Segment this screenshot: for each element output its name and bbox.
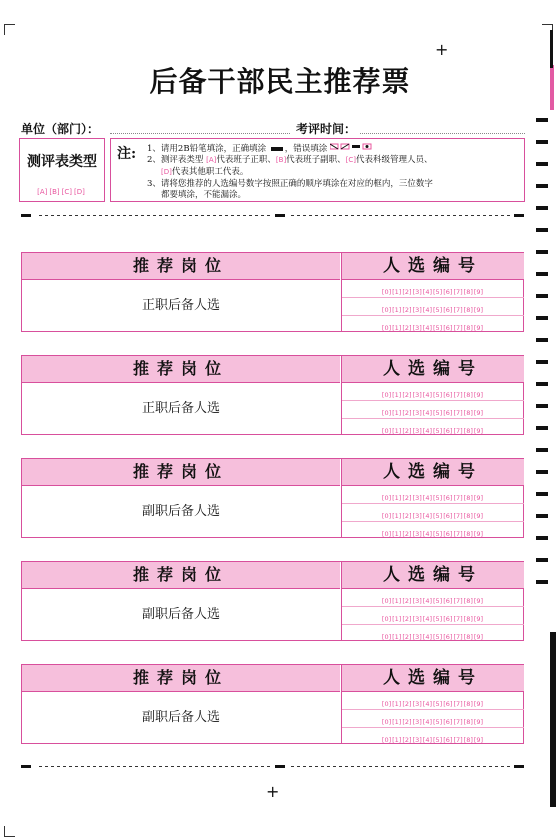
timing-mark xyxy=(536,140,548,144)
digit-bubble[interactable]: [2] xyxy=(402,736,412,744)
digit-bubble[interactable]: [5] xyxy=(433,288,443,296)
digit-bubble[interactable]: [9] xyxy=(473,427,484,435)
top-separator xyxy=(21,214,524,217)
digit-bubble[interactable]: [5] xyxy=(433,633,443,641)
digit-bubble[interactable]: [9] xyxy=(473,409,484,417)
recommendation-block xyxy=(21,664,524,744)
digit-bubble[interactable]: [6] xyxy=(443,615,453,623)
position-label: 正职后备人选 xyxy=(141,298,220,313)
digit-bubble[interactable]: [0] xyxy=(381,633,392,641)
digit-bubble[interactable]: [6] xyxy=(443,530,453,538)
digit-bubble[interactable]: [2] xyxy=(402,718,412,726)
edge-black-bar-bottom xyxy=(550,632,556,807)
digit-bubble[interactable]: [4] xyxy=(422,700,432,708)
digit-bubble[interactable]: [7] xyxy=(453,718,463,726)
digit-row xyxy=(342,692,524,710)
eval-time-field[interactable] xyxy=(360,121,525,134)
digit-bubble[interactable]: [9] xyxy=(473,700,484,708)
digit-bubble[interactable]: [6] xyxy=(443,391,453,399)
digit-bubble[interactable]: [6] xyxy=(443,718,453,726)
digit-bubble[interactable]: [3] xyxy=(412,718,422,726)
digit-row xyxy=(342,607,524,625)
digit-bubble[interactable]: [6] xyxy=(443,324,453,332)
digit-bubble[interactable]: [8] xyxy=(463,288,473,296)
digit-row xyxy=(342,522,524,539)
registration-plus-top: + xyxy=(435,40,449,59)
timing-mark xyxy=(536,206,548,210)
digit-bubble[interactable]: [0] xyxy=(381,736,392,744)
form-type-option-c[interactable]: [C] xyxy=(61,188,73,196)
digit-bubble[interactable]: [9] xyxy=(473,597,484,605)
digit-bubble[interactable]: [3] xyxy=(412,633,422,641)
timing-mark xyxy=(536,118,548,122)
timing-mark xyxy=(536,536,548,540)
digit-bubble[interactable]: [3] xyxy=(412,530,422,538)
digit-bubble[interactable]: [8] xyxy=(463,633,473,641)
digit-bubble[interactable]: [3] xyxy=(412,597,422,605)
digit-bubble[interactable]: [2] xyxy=(402,427,412,435)
digit-bubble[interactable]: [9] xyxy=(473,324,484,332)
digit-bubble[interactable]: [0] xyxy=(381,718,392,726)
option-d-sample: [D] xyxy=(161,168,172,176)
digit-bubble[interactable]: [8] xyxy=(463,615,473,623)
digit-bubble[interactable]: [8] xyxy=(463,718,473,726)
digit-bubble[interactable]: [1] xyxy=(392,288,402,296)
instruction-1-text-b: ，错误填涂 xyxy=(284,144,328,154)
edge-pink-bar xyxy=(550,65,554,110)
digit-bubble[interactable]: [7] xyxy=(453,427,463,435)
digit-bubble[interactable]: [3] xyxy=(412,409,422,417)
digit-row xyxy=(342,710,524,728)
bottom-separator xyxy=(21,765,524,768)
digit-bubble[interactable]: [0] xyxy=(381,597,392,605)
recommendation-block xyxy=(21,355,524,435)
header-recommended-position: 推荐岗位 xyxy=(22,459,340,486)
digit-row xyxy=(342,316,524,333)
digit-bubble[interactable]: [3] xyxy=(412,615,422,623)
digit-bubble[interactable]: [5] xyxy=(433,409,443,417)
digit-bubble[interactable]: [0] xyxy=(381,391,392,399)
digit-bubble[interactable]: [3] xyxy=(412,736,422,744)
digit-bubble[interactable]: [6] xyxy=(443,427,453,435)
digit-bubble[interactable]: [3] xyxy=(412,427,422,435)
instruction-2-text-c: 代表班子副职、 xyxy=(286,155,346,165)
instruction-3-text: 代表其他职工代表。 xyxy=(171,167,249,177)
digit-bubble[interactable]: [2] xyxy=(402,597,412,605)
digit-bubble[interactable]: [7] xyxy=(453,615,463,623)
digit-bubble[interactable]: [9] xyxy=(473,633,484,641)
header-candidate-number: 人选编号 xyxy=(341,459,524,486)
digit-bubble[interactable]: [6] xyxy=(443,306,453,314)
digit-bubble[interactable]: [1] xyxy=(392,324,402,332)
digit-bubble[interactable]: [0] xyxy=(381,324,392,332)
digit-bubble[interactable]: [5] xyxy=(433,512,443,520)
digit-bubble[interactable]: [1] xyxy=(392,391,402,399)
digit-bubble[interactable]: [0] xyxy=(381,288,392,296)
digit-bubble[interactable]: [2] xyxy=(402,530,412,538)
digit-bubble[interactable]: [8] xyxy=(463,736,473,744)
digit-bubble[interactable]: [9] xyxy=(473,530,484,538)
header-candidate-number: 人选编号 xyxy=(341,356,524,383)
digit-bubble[interactable]: [2] xyxy=(402,288,412,296)
digit-bubble[interactable]: [2] xyxy=(402,633,412,641)
digit-bubble[interactable]: [5] xyxy=(433,736,443,744)
digit-bubble[interactable]: [7] xyxy=(453,736,463,744)
recommendation-block xyxy=(21,561,524,641)
digit-bubble[interactable]: [0] xyxy=(381,700,392,708)
digit-bubble[interactable]: [6] xyxy=(443,633,453,641)
digit-bubble[interactable]: [8] xyxy=(463,409,473,417)
digit-bubble[interactable]: [4] xyxy=(422,736,432,744)
digit-bubble[interactable]: [2] xyxy=(402,306,412,314)
digit-bubble[interactable]: [4] xyxy=(422,718,432,726)
wrong-fill-sample-icon xyxy=(330,143,376,154)
digit-bubble[interactable]: [6] xyxy=(443,494,453,502)
timing-mark xyxy=(536,338,548,342)
candidate-digit-grid xyxy=(341,486,524,537)
candidate-digit-grid xyxy=(341,280,524,331)
digit-bubble[interactable]: [7] xyxy=(453,633,463,641)
digit-bubble[interactable]: [8] xyxy=(463,494,473,502)
digit-bubble[interactable]: [2] xyxy=(402,494,412,502)
digit-bubble[interactable]: [3] xyxy=(412,700,422,708)
digit-bubble[interactable]: [7] xyxy=(453,324,463,332)
digit-bubble[interactable]: [9] xyxy=(473,391,484,399)
digit-bubble[interactable]: [6] xyxy=(443,288,453,296)
digit-bubble[interactable]: [7] xyxy=(453,288,463,296)
digit-bubble[interactable]: [6] xyxy=(443,700,453,708)
digit-bubble[interactable]: [4] xyxy=(422,615,432,623)
header-recommended-position: 推荐岗位 xyxy=(22,356,340,383)
digit-bubble[interactable]: [2] xyxy=(402,700,412,708)
digit-bubble[interactable]: [0] xyxy=(381,512,392,520)
timing-mark xyxy=(536,470,548,474)
digit-bubble[interactable]: [3] xyxy=(412,391,422,399)
position-label: 副职后备人选 xyxy=(141,504,220,519)
digit-bubble[interactable]: [7] xyxy=(453,306,463,314)
digit-row xyxy=(342,504,524,522)
digit-bubble[interactable]: [9] xyxy=(473,615,484,623)
instruction-1-text-a: 1、请用2B铅笔填涂，正确填涂 xyxy=(147,144,267,154)
timing-mark xyxy=(536,316,548,320)
option-a-sample: [A] xyxy=(206,156,217,164)
timing-mark xyxy=(536,514,548,518)
corner-mark-bottom-left xyxy=(4,826,15,837)
digit-bubble[interactable]: [6] xyxy=(443,512,453,520)
edge-black-bar-top xyxy=(550,30,553,68)
digit-bubble[interactable]: [2] xyxy=(402,391,412,399)
digit-bubble[interactable]: [9] xyxy=(473,512,484,520)
instruction-2-text-d: 代表科级管理人员、 xyxy=(356,155,433,165)
digit-bubble[interactable]: [0] xyxy=(381,615,392,623)
digit-bubble[interactable]: [3] xyxy=(412,324,422,332)
instructions-label: 注: xyxy=(117,146,137,162)
option-b-sample: [B] xyxy=(275,156,287,164)
digit-bubble[interactable]: [5] xyxy=(433,391,443,399)
digit-bubble[interactable]: [8] xyxy=(463,324,473,332)
digit-bubble[interactable]: [5] xyxy=(433,324,443,332)
candidate-digit-grid xyxy=(341,692,524,743)
digit-bubble[interactable]: [1] xyxy=(392,530,402,538)
digit-bubble[interactable]: [1] xyxy=(392,409,402,417)
digit-bubble[interactable]: [4] xyxy=(422,427,432,435)
timing-mark xyxy=(536,558,548,562)
digit-bubble[interactable]: [9] xyxy=(473,736,484,744)
digit-row xyxy=(342,383,524,401)
digit-bubble[interactable]: [5] xyxy=(433,615,443,623)
digit-bubble[interactable]: [2] xyxy=(402,615,412,623)
digit-row xyxy=(342,728,524,745)
digit-bubble[interactable]: [1] xyxy=(392,306,402,314)
digit-bubble[interactable]: [8] xyxy=(463,306,473,314)
digit-bubble[interactable]: [1] xyxy=(392,597,402,605)
digit-bubble[interactable]: [5] xyxy=(433,306,443,314)
digit-bubble[interactable]: [4] xyxy=(422,409,432,417)
digit-bubble[interactable]: [3] xyxy=(412,306,422,314)
form-type-option-d[interactable]: [D] xyxy=(74,188,85,196)
digit-bubble[interactable]: [0] xyxy=(381,427,392,435)
digit-bubble[interactable]: [8] xyxy=(463,530,473,538)
digit-bubble[interactable]: [5] xyxy=(433,530,443,538)
digit-bubble[interactable]: [4] xyxy=(422,512,432,520)
recommendation-block xyxy=(21,252,524,332)
timing-mark xyxy=(536,492,548,496)
digit-bubble[interactable]: [8] xyxy=(463,391,473,399)
digit-bubble[interactable]: [4] xyxy=(422,530,432,538)
header-recommended-position: 推荐岗位 xyxy=(22,562,340,589)
corner-mark-top-left xyxy=(4,24,15,35)
page-title: 后备干部民主推荐票 xyxy=(149,65,411,98)
candidate-digit-grid xyxy=(341,383,524,434)
digit-bubble[interactable]: [3] xyxy=(412,494,422,502)
header-candidate-number: 人选编号 xyxy=(341,665,524,692)
digit-bubble[interactable]: [1] xyxy=(392,736,402,744)
digit-row xyxy=(342,298,524,316)
form-type-box xyxy=(19,138,105,202)
timing-mark xyxy=(536,448,548,452)
timing-mark xyxy=(536,382,548,386)
digit-bubble[interactable]: [1] xyxy=(392,512,402,520)
digit-bubble[interactable]: [7] xyxy=(453,494,463,502)
digit-bubble[interactable]: [5] xyxy=(433,494,443,502)
digit-bubble[interactable]: [5] xyxy=(433,427,443,435)
timing-mark xyxy=(536,360,548,364)
digit-bubble[interactable]: [4] xyxy=(422,597,432,605)
digit-row xyxy=(342,486,524,504)
digit-bubble[interactable]: [9] xyxy=(473,288,484,296)
digit-bubble[interactable]: [1] xyxy=(392,718,402,726)
digit-bubble[interactable]: [7] xyxy=(453,409,463,417)
digit-bubble[interactable]: [4] xyxy=(422,306,432,314)
unit-label: 单位（部门）： xyxy=(21,122,100,136)
digit-bubble[interactable]: [8] xyxy=(463,427,473,435)
digit-bubble[interactable]: [4] xyxy=(422,494,432,502)
digit-bubble[interactable]: [1] xyxy=(392,633,402,641)
digit-bubble[interactable]: [8] xyxy=(463,597,473,605)
position-label: 正职后备人选 xyxy=(141,401,220,416)
digit-row xyxy=(342,401,524,419)
timing-mark xyxy=(536,272,548,276)
instruction-line-3 xyxy=(161,167,248,178)
digit-bubble[interactable]: [0] xyxy=(381,530,392,538)
instruction-2-text-b: 代表班子正职、 xyxy=(216,155,276,165)
digit-bubble[interactable]: [9] xyxy=(473,306,484,314)
digit-bubble[interactable]: [7] xyxy=(453,530,463,538)
candidate-digit-grid xyxy=(341,589,524,640)
digit-bubble[interactable]: [6] xyxy=(443,409,453,417)
recommendation-block xyxy=(21,458,524,538)
digit-row xyxy=(342,419,524,436)
digit-bubble[interactable]: [4] xyxy=(422,633,432,641)
digit-row xyxy=(342,280,524,298)
header-candidate-number: 人选编号 xyxy=(341,562,524,589)
digit-bubble[interactable]: [3] xyxy=(412,512,422,520)
digit-bubble[interactable]: [4] xyxy=(422,288,432,296)
digit-bubble[interactable]: [5] xyxy=(433,718,443,726)
digit-bubble[interactable]: [0] xyxy=(381,409,392,417)
instructions-box xyxy=(110,138,525,202)
form-type-option-a[interactable]: [A] xyxy=(37,188,48,196)
digit-bubble[interactable]: [8] xyxy=(463,700,473,708)
digit-bubble[interactable]: [6] xyxy=(443,736,453,744)
digit-bubble[interactable]: [2] xyxy=(402,512,412,520)
digit-bubble[interactable]: [7] xyxy=(453,597,463,605)
digit-row xyxy=(342,589,524,607)
instruction-2-text-a: 2、测评表类型 xyxy=(147,155,204,165)
digit-bubble[interactable]: [5] xyxy=(433,700,443,708)
instruction-line-1 xyxy=(147,143,376,155)
form-type-label: 测评表类型 xyxy=(27,154,97,170)
digit-bubble[interactable]: [1] xyxy=(392,427,402,435)
digit-bubble[interactable]: [7] xyxy=(453,700,463,708)
timing-mark xyxy=(536,580,548,584)
option-c-sample: [C] xyxy=(345,156,357,164)
digit-bubble[interactable]: [2] xyxy=(402,409,412,417)
header-recommended-position: 推荐岗位 xyxy=(22,665,340,692)
timing-mark xyxy=(536,228,548,232)
digit-bubble[interactable]: [0] xyxy=(381,306,392,314)
correct-fill-sample xyxy=(271,147,283,151)
digit-bubble[interactable]: [2] xyxy=(402,324,412,332)
timing-mark xyxy=(536,294,548,298)
instruction-line-2 xyxy=(147,155,433,166)
digit-bubble[interactable]: [4] xyxy=(422,391,432,399)
digit-bubble[interactable]: [5] xyxy=(433,597,443,605)
form-type-options xyxy=(20,179,104,198)
digit-bubble[interactable]: [8] xyxy=(463,512,473,520)
header-recommended-position: 推荐岗位 xyxy=(22,253,340,280)
instruction-line-4: 3、请将您推荐的人选编号数字按照正确的顺序填涂在对应的框内，三位数字 xyxy=(147,179,433,189)
instruction-line-5: 都要填涂，不能漏涂。 xyxy=(161,190,247,200)
timing-mark xyxy=(536,162,548,166)
timing-mark xyxy=(536,404,548,408)
registration-plus-bottom: + xyxy=(266,782,280,801)
digit-bubble[interactable]: [9] xyxy=(473,718,484,726)
digit-bubble[interactable]: [6] xyxy=(443,597,453,605)
timing-mark xyxy=(536,184,548,188)
digit-bubble[interactable]: [7] xyxy=(453,512,463,520)
position-label: 副职后备人选 xyxy=(141,607,220,622)
digit-bubble[interactable]: [3] xyxy=(412,288,422,296)
position-label: 副职后备人选 xyxy=(141,710,220,725)
timing-mark xyxy=(536,250,548,254)
digit-bubble[interactable]: [4] xyxy=(422,324,432,332)
digit-bubble[interactable]: [1] xyxy=(392,494,402,502)
digit-bubble[interactable]: [9] xyxy=(473,494,484,502)
header-candidate-number: 人选编号 xyxy=(341,253,524,280)
digit-bubble[interactable]: [0] xyxy=(381,494,392,502)
digit-row xyxy=(342,625,524,642)
eval-time-label: 考评时间： xyxy=(296,122,357,136)
form-type-option-b[interactable]: [B] xyxy=(49,188,60,196)
digit-bubble[interactable]: [7] xyxy=(453,391,463,399)
digit-bubble[interactable]: [1] xyxy=(392,615,402,623)
digit-bubble[interactable]: [1] xyxy=(392,700,402,708)
timing-mark xyxy=(536,426,548,430)
unit-field[interactable] xyxy=(110,121,290,134)
